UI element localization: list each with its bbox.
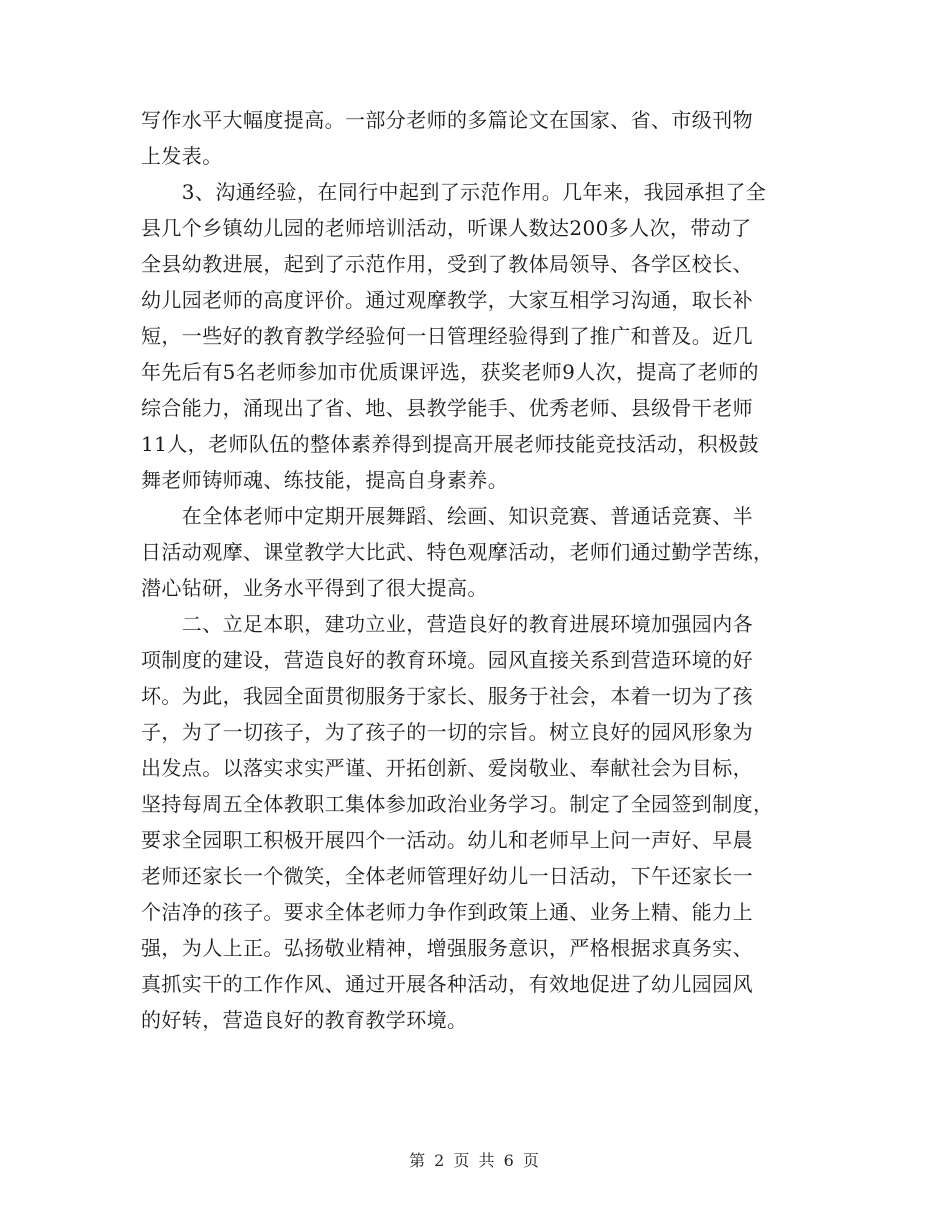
text-line: 年先后有5名老师参加市优质课评选，获奖老师9人次，提高了老师的 [141,360,759,384]
text-line: 个洁净的孩子。要求全体老师力争作到政策上通、业务上精、能力上 [141,900,753,924]
text-line: 真抓实干的工作作风、通过开展各种活动，有效地促进了幼儿园园风 [141,972,753,996]
text-line: 3、沟通经验，在同行中起到了示范作用。几年来，我园承担了全 [141,180,767,204]
text-line: 11人，老师队伍的整体素养得到提高开展老师技能竞技活动，积极鼓 [141,432,759,456]
text-line: 上发表。 [141,144,223,168]
text-line: 潜心钻研，业务水平得到了很大提高。 [141,576,488,600]
text-line: 写作水平大幅度提高。一部分老师的多篇论文在国家、省、市级刊物 [141,108,753,132]
text-line: 的好转，营造良好的教育教学环境。 [141,1008,468,1032]
text-line: 幼儿园老师的高度评价。通过观摩教学，大家互相学习沟通，取长补 [141,288,753,312]
text-line: 坏。为此，我园全面贯彻服务于家长、服务于社会，本着一切为了孩 [141,684,753,708]
text-line: 短，一些好的教育教学经验何一日管理经验得到了推广和普及。近几 [141,324,753,348]
text-line: 在全体老师中定期开展舞蹈、绘画、知识竞赛、普通话竞赛、半 [141,504,753,528]
text-line: 项制度的建设，营造良好的教育环境。园风直接关系到营造环境的好 [141,648,753,672]
text-line: 二、立足本职，建功立业，营造良好的教育进展环境加强园内各 [141,612,753,636]
text-line: 坚持每周五全体教职工集体参加政治业务学习。制定了全园签到制度， [141,792,774,816]
text-line: 舞老师铸师魂、练技能，提高自身素养。 [141,468,509,492]
text-line: 老师还家长一个微笑，全体老师管理好幼儿一日活动，下午还家长一 [141,864,753,888]
text-line: 要求全园职工积极开展四个一活动。幼儿和老师早上问一声好、早晨 [141,828,753,852]
text-line: 综合能力，涌现出了省、地、县教学能手、优秀老师、县级骨干老师 [141,396,753,420]
text-line: 出发点。以落实求实严谨、开拓创新、爱岗敬业、奉献社会为目标， [141,756,753,780]
text-line: 强，为人上正。弘扬敬业精神，增强服务意识，严格根据求真务实、 [141,936,753,960]
text-line: 县几个乡镇幼儿园的老师培训活动，听课人数达200多人次，带动了 [141,216,752,240]
text-line: 日活动观摩、课堂教学大比武、特色观摩活动，老师们通过勤学苦练， [141,540,774,564]
text-line: 子，为了一切孩子，为了孩子的一切的宗旨。树立良好的园风形象为 [141,720,753,744]
text-line: 全县幼教进展，起到了示范作用，受到了教体局领导、各学区校长、 [141,252,753,276]
page-number-footer: 第 2 页 共 6 页 [409,1151,541,1170]
body-text [141,102,811,1038]
